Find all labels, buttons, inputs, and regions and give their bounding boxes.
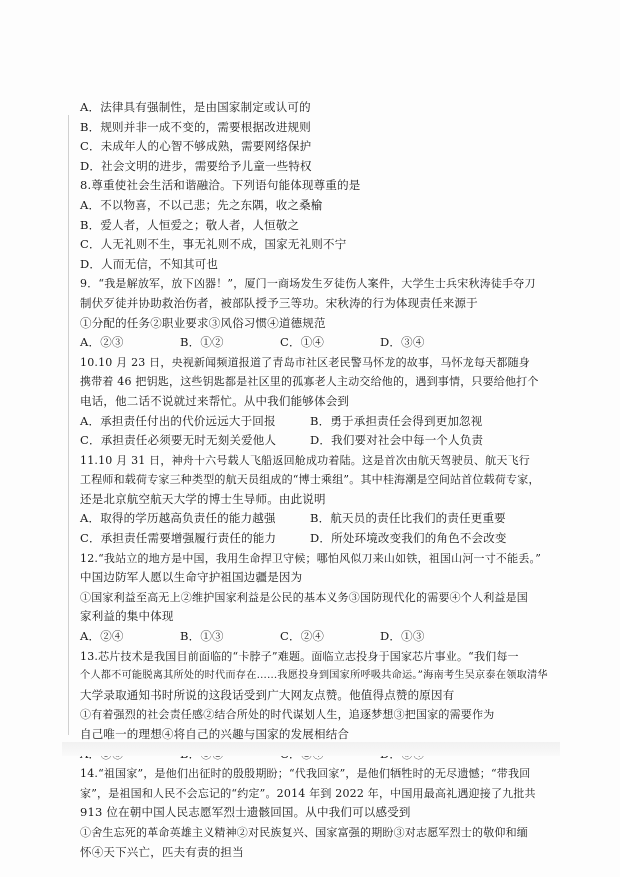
- q14-statements-line2: 怀④天下兴亡，匹夫有责的担当: [80, 844, 244, 859]
- q10-options-row1: [80, 412, 548, 432]
- q12-option-c: C．②④: [280, 629, 325, 644]
- q11-option-a: A．取得的学历越高负责任的能力越强: [80, 511, 276, 526]
- q9-stem-line2: 制伏歹徒并协助救治伤者，被部队授予三等功。宋秋涛的行为体现责任来源于: [80, 295, 478, 310]
- q7-option-b: B．规则并非一成不变的，需要根据改进规则: [80, 119, 311, 134]
- q8-option-a: A．不以物喜，不以己悲；先之东隅，收之桑榆: [80, 197, 323, 212]
- q9-options: [80, 333, 548, 353]
- q9-option-a: A．②③: [80, 335, 124, 350]
- q10-option-b: B．勇于承担责任会得到更加忽视: [310, 413, 483, 428]
- q14-stem-line1: 14.“祖国家”，是他们出征时的殷殷期盼；“代我回家”，是他们牺牲时的无尽遗憾；“带我回: [80, 767, 531, 781]
- q13-stem-line2: 个人都不可能脱离其所处的时代而存在……我愿投身到国家所呼吸共命运。”海南考生吴京泰在领取清华: [80, 670, 548, 682]
- q10-option-c: C．承担责任必须要无时无刻关爱他人: [80, 433, 277, 448]
- q11-stem-line3: 还是北京航空航天大学的博士生导师。由此说明: [80, 491, 326, 506]
- q12-statements-line1: ①国家利益至高无上②维护国家利益是公民的基本义务③国防现代化的需要④个人利益是国: [80, 590, 528, 604]
- q10-stem-line3: 电话，他二话不说就过来帮忙。从中我们能够体会到: [80, 393, 350, 408]
- q7-option-c: C．未成年人的心智不够成熟，需要网络保护: [80, 139, 312, 154]
- q12-stem-line1: 12.“我站立的地方是中国，我用生命捍卫守候；哪怕风似刀来山如铁，祖国山河一寸不能丢。”: [80, 551, 542, 565]
- q12-option-a: A．②④: [80, 629, 124, 644]
- q13-stem-line1: 13.芯片技术是我国目前面临的“卡脖子”难题。面临立志投身于国家芯片事业。“我们每一: [80, 649, 519, 663]
- q12-stem-line2: 中国边防军人愿以生命守护祖国边疆是因为: [80, 570, 303, 585]
- q10-stem-line2: 携带着 46 把钥匙，这些钥匙都是社区里的孤寡老人主动交给他的，遇到事情，只要给他打个: [80, 375, 539, 389]
- page-fold-line: [68, 115, 69, 735]
- q7-option-d: D．社会文明的进步，需要给予儿童一些特权: [80, 158, 312, 173]
- q12-statements-line2: 家利益的集中体现: [80, 609, 174, 624]
- q11-stem-line2: 工程师和载荷专家三种类型的航天员组成的“博士乘组”。其中桂海潮是空间站首位载荷专家，: [80, 473, 540, 487]
- q10-options-row2: [80, 431, 548, 451]
- q9-statements: ①分配的任务②职业要求③风俗习惯④道德规范: [80, 315, 326, 330]
- q12-option-d: D．①③: [380, 629, 425, 644]
- q8-stem: 8.尊重使社会生活和谐融洽。下列语句能体现尊重的是: [80, 178, 361, 193]
- q11-option-d: D．所处环境改变我们的角色不会改变: [310, 531, 507, 546]
- q9-option-d: D．③④: [380, 335, 425, 350]
- q8-option-b: B．爱人者，人恒爱之；敬人者，人恒敬之: [80, 217, 300, 232]
- q7-option-a: A．法律具有强制性，是由国家制定或认可的: [80, 100, 311, 114]
- q14-statements-line1: ①舍生忘死的革命英雄主义精神②对民族复兴、国家富强的期盼③对志愿军烈士的敬仰和缅: [80, 825, 528, 839]
- q14-stem-line3: 913 位在朝中国人民志愿军烈士遗骸回国。从中我们可以感受到: [80, 805, 411, 820]
- q8-option-d: D．人而无信，不知其可也: [80, 256, 219, 271]
- q10-option-a: A．承担责任付出的代价远远大于回报: [80, 413, 276, 428]
- q11-options-row2: [80, 529, 548, 549]
- q8-option-c: C．人无礼则不生，事无礼则不成，国家无礼则不宁: [80, 237, 347, 252]
- q13-statements-line1: ①有着强烈的社会责任感②结合所处的时代谋划人生，追逐梦想③把国家的需要作为: [80, 708, 495, 722]
- q12-options: [80, 627, 548, 647]
- q12-option-b: B．①③: [180, 629, 224, 644]
- q9-option-c: C．①④: [280, 335, 325, 350]
- q11-option-b: B．航天员的责任比我们的责任更重要: [310, 511, 506, 526]
- q9-option-b: B．①②: [180, 335, 224, 350]
- q11-option-c: C．承担责任需要增强履行责任的能力: [80, 531, 277, 546]
- scan-edge-shadow: [62, 742, 560, 756]
- q9-stem-line1: 9．“我是解放军，放下凶器！”，厦门一商场发生歹徒伤人案件，大学生士兵宋秋涛徒手夺刀: [80, 277, 536, 291]
- q11-stem-line1: 11.10 月 31 日，神舟十六号载人飞船返回舱成功着陆。这是首次由航天驾驶员、航天飞行: [80, 453, 530, 467]
- q13-statements-line2: 自己唯一的理想④将自己的兴趣与国家的发展相结合: [80, 727, 350, 741]
- q13-stem-line3: 大学录取通知书时所说的这段话受到广大网友点赞。他值得点赞的原因有: [80, 687, 455, 702]
- q11-options-row1: [80, 509, 548, 529]
- q10-option-d: D．我们要对社会中每一个人负责: [310, 433, 484, 448]
- q10-stem-line1: 10.10 月 23 日，央视新闻频道报道了青岛市社区老民警马怀龙的故事，马怀龙每天都随身: [80, 355, 530, 369]
- q14-stem-line2: 家”，是祖国和人民不会忘记的“约定”。2014 年到 2022 年，中国用最高礼遇迎接了九批共: [80, 786, 536, 800]
